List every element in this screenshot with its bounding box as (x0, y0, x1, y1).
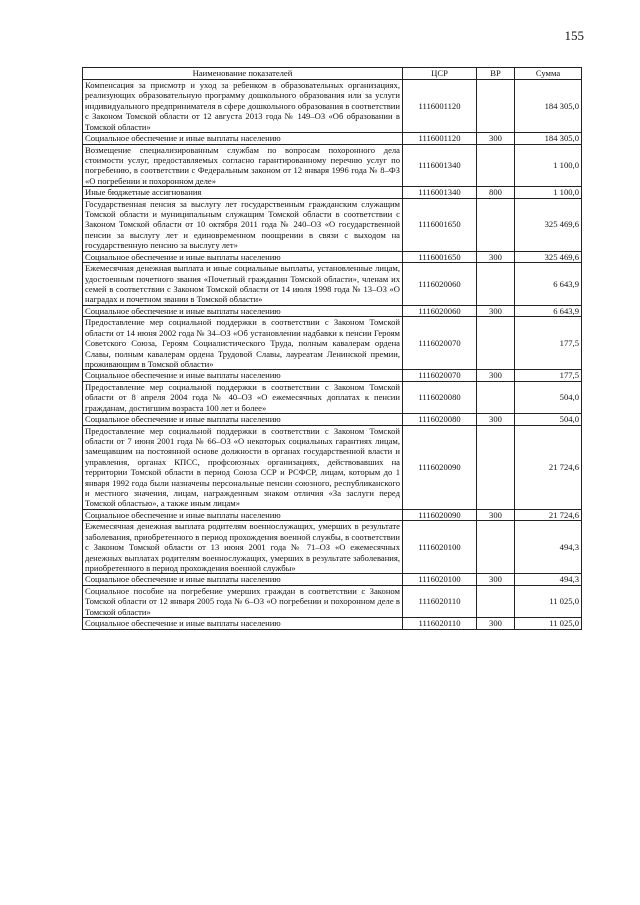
row-csr: 1116020060 (403, 305, 477, 317)
row-name: Социальное пособие на погребение умерших граждан в соответствии с Законом Томской области от 12 января 2005 года № 6–ОЗ «О погребении и похоронном деле в Томской области» (83, 585, 403, 617)
row-csr: 1116020090 (403, 509, 477, 521)
row-name: Предоставление мер социальной поддержки в соответствии с Законом Томской области от 8 апреля 2004 года № 40–ОЗ «О ежемесячных доплатах к пенсии гражданам, достигшим возраста 100 лет и более» (83, 381, 403, 413)
table-row (83, 509, 582, 521)
row-name: Социальное обеспечение и иные выплаты населению (83, 618, 403, 630)
row-vr (477, 425, 515, 509)
row-csr: 1116020110 (403, 585, 477, 617)
row-sum: 184 305,0 (515, 80, 582, 133)
row-csr: 1116020100 (403, 574, 477, 586)
table-row (83, 80, 582, 133)
row-vr: 300 (477, 618, 515, 630)
row-sum: 6 643,9 (515, 305, 582, 317)
row-sum: 1 100,0 (515, 144, 582, 187)
table-row (83, 425, 582, 509)
row-vr: 300 (477, 509, 515, 521)
row-name: Ежемесячная денежная выплата родителям военнослужащих, умерших в результате заболевания, приобретенного в период прохождения военной службы, в соответствии с Законом Томской области от 13 июня 2001 года № 71–ОЗ «О ежемесячных денежных выплатах родителям военнослужащих, умерших в результате заболевания, приобретенного в период прохождения военной службы» (83, 521, 403, 574)
row-name: Государственная пенсия за выслугу лет государственным гражданским служащим Томской области и муниципальным служащим Томской области в соответствии с Законом Томской области от 10 октября 2011 года № 240–ОЗ «О государственной пенсии за выслугу лет и единовременном поощрении в связи с выходом на государственную пенсию за выслугу лет» (83, 198, 403, 251)
table-row (83, 133, 582, 145)
column-header-name: Наименование показателей (83, 68, 403, 80)
row-name: Компенсация за присмотр и уход за ребенком в образовательных организациях, реализующих образовательную программу дошкольного образования или за услуги индивидуального предпринимателя в сфере дошкольного образования в соответствии с Законом Томской области от 12 августа 2013 года № 149–ОЗ «Об образовании в Томской области» (83, 80, 403, 133)
page-number: 155 (564, 28, 584, 43)
row-csr: 1116020070 (403, 370, 477, 382)
row-csr: 1116020100 (403, 521, 477, 574)
row-name: Ежемесячная денежная выплата и иные социальные выплаты, установленные лицам, удостоенным почетного звания «Почетный гражданин Томской области», членам их семей в соответствии с Законом Томской области от 14 июля 1998 года № 13–ОЗ «О наградах и почетном звании в Томской области» (83, 263, 403, 306)
table-row (83, 317, 582, 370)
table-row (83, 370, 582, 382)
table-row (83, 198, 582, 251)
row-sum: 11 025,0 (515, 585, 582, 617)
row-vr: 300 (477, 251, 515, 263)
row-sum: 21 724,6 (515, 509, 582, 521)
row-sum: 504,0 (515, 381, 582, 413)
row-name: Предоставление мер социальной поддержки в соответствии с Законом Томской области от 7 июня 2001 года № 66–ОЗ «О некоторых социальных гарантиях лицам, замещавшим на постоянной основе должности в органах государственной власти и управления, органах КПСС, профсоюзных организациях, действовавших на территории Томской области в период Союза ССР и РСФСР, лицам, которым до 1 января 1992 года были назначены персональные пенсии союзного, республиканского и местного значения, лицам, награжденным знаком отличия «За заслуги перед Томской областью», а также иным лицам» (83, 425, 403, 509)
row-csr: 1116020070 (403, 317, 477, 370)
row-sum: 1 100,0 (515, 187, 582, 199)
row-csr: 1116020060 (403, 263, 477, 306)
row-sum: 177,5 (515, 370, 582, 382)
row-csr: 1116020090 (403, 425, 477, 509)
row-vr (477, 198, 515, 251)
row-vr (477, 80, 515, 133)
table-row (83, 574, 582, 586)
table-row (83, 263, 582, 306)
table-row (83, 585, 582, 617)
row-sum: 494,3 (515, 574, 582, 586)
row-sum: 504,0 (515, 414, 582, 426)
row-name: Социальное обеспечение и иные выплаты населению (83, 574, 403, 586)
row-vr (477, 263, 515, 306)
row-name: Социальное обеспечение и иные выплаты населению (83, 133, 403, 145)
table-row (83, 618, 582, 630)
row-vr: 300 (477, 574, 515, 586)
row-name: Социальное обеспечение и иные выплаты населению (83, 305, 403, 317)
row-name: Социальное обеспечение и иные выплаты населению (83, 370, 403, 382)
row-csr: 1116020110 (403, 618, 477, 630)
row-sum: 325 469,6 (515, 251, 582, 263)
table-header-row (83, 68, 582, 80)
row-csr: 1116001650 (403, 251, 477, 263)
table-row (83, 305, 582, 317)
row-sum: 325 469,6 (515, 198, 582, 251)
row-csr: 1116020080 (403, 414, 477, 426)
table-row (83, 251, 582, 263)
row-vr (477, 144, 515, 187)
row-vr: 300 (477, 414, 515, 426)
table-row (83, 144, 582, 187)
row-sum: 6 643,9 (515, 263, 582, 306)
row-name: Социальное обеспечение и иные выплаты населению (83, 414, 403, 426)
table-row (83, 187, 582, 199)
column-header-csr: ЦСР (403, 68, 477, 80)
row-csr: 1116020080 (403, 381, 477, 413)
row-vr: 300 (477, 305, 515, 317)
row-csr: 1116001340 (403, 187, 477, 199)
row-csr: 1116001120 (403, 80, 477, 133)
row-name: Предоставление мер социальной поддержки в соответствии с Законом Томской области от 14 июня 2002 года № 34–ОЗ «Об установлении надбавки к пенсии Героям Советского Союза, Героям Социалистического Труда, полным кавалерам ордена Славы, полным кавалерам ордена Трудовой Славы, лауреатам Ленинской премии, проживающим в Томской области» (83, 317, 403, 370)
table-row (83, 381, 582, 413)
row-name: Возмещение специализированным службам по вопросам похоронного дела стоимости услуг, предоставляемых согласно гарантированному перечню услуг по погребению, в соответствии с Федеральным законом от 12 января 1996 года № 8–ФЗ «О погребении и похоронном деле» (83, 144, 403, 187)
table-row (83, 414, 582, 426)
row-vr (477, 521, 515, 574)
row-sum: 21 724,6 (515, 425, 582, 509)
row-vr (477, 317, 515, 370)
row-name: Социальное обеспечение и иные выплаты населению (83, 251, 403, 263)
row-csr: 1116001340 (403, 144, 477, 187)
row-name: Социальное обеспечение и иные выплаты населению (83, 509, 403, 521)
table-row (83, 521, 582, 574)
row-vr: 300 (477, 133, 515, 145)
row-vr (477, 585, 515, 617)
budget-table (82, 67, 582, 630)
row-csr: 1116001120 (403, 133, 477, 145)
row-name: Иные бюджетные ассигнования (83, 187, 403, 199)
row-sum: 494,3 (515, 521, 582, 574)
row-vr (477, 381, 515, 413)
column-header-vr: ВР (477, 68, 515, 80)
row-sum: 184 305,0 (515, 133, 582, 145)
row-sum: 11 025,0 (515, 618, 582, 630)
row-vr: 800 (477, 187, 515, 199)
row-sum: 177,5 (515, 317, 582, 370)
column-header-sum: Сумма (515, 68, 582, 80)
row-csr: 1116001650 (403, 198, 477, 251)
row-vr: 300 (477, 370, 515, 382)
